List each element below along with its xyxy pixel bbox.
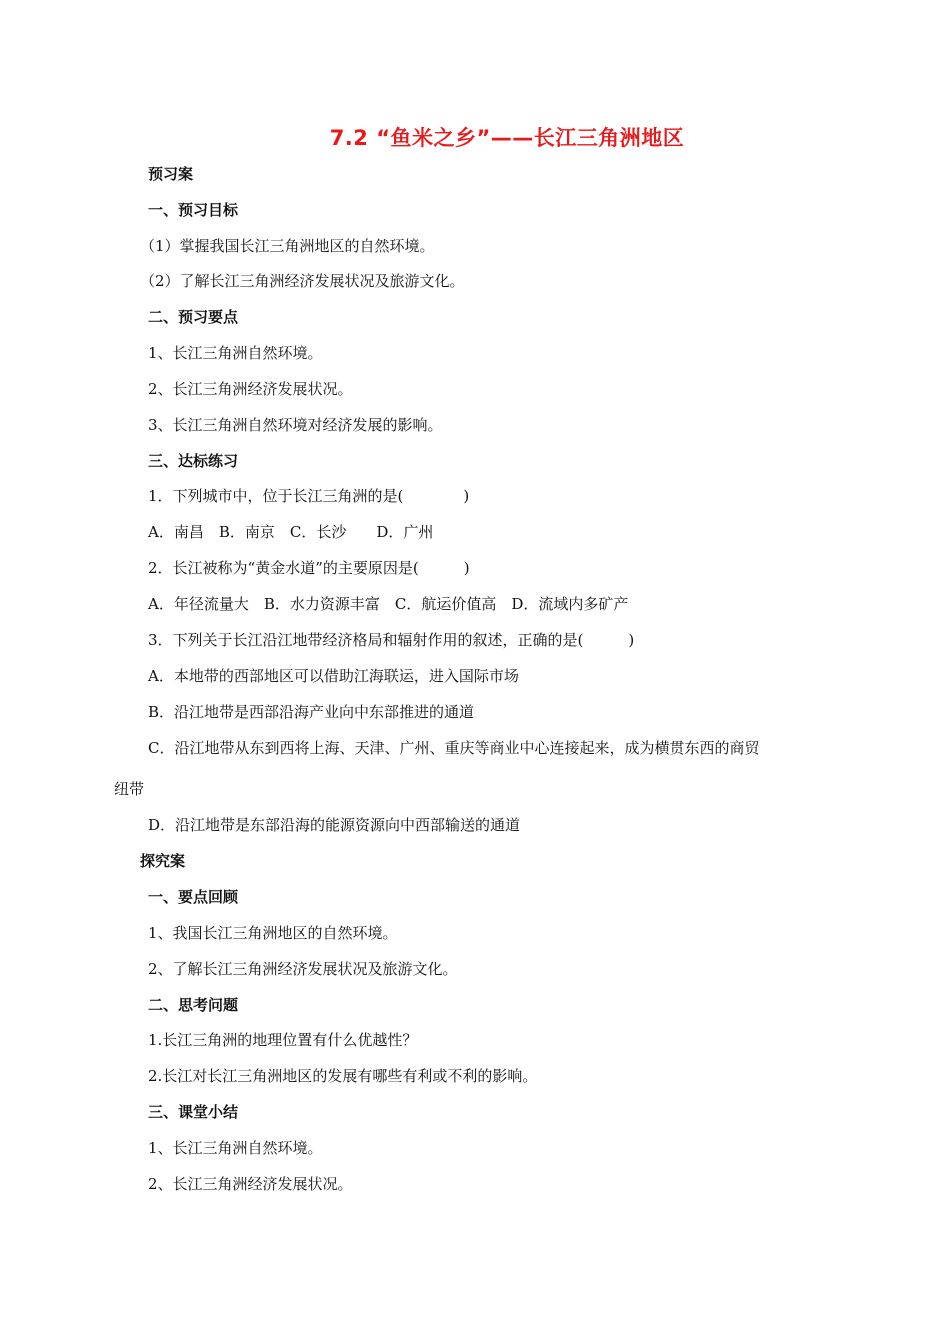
- question-1-stem: 1．下列城市中，位于长江三角洲的是( ): [148, 487, 470, 505]
- key-points-heading: 二、预习要点: [148, 308, 239, 326]
- question-2-options: A．年径流量大 B．水力资源丰富 C．航运价值高 D．流域内多矿产: [148, 595, 629, 613]
- thinking-question: 2.长江对长江三角洲地区的发展有哪些有利或不利的影响。: [148, 1067, 538, 1085]
- key-point-item: 1、长江三角洲自然环境。: [148, 344, 323, 362]
- review-item: 2、了解长江三角洲经济发展状况及旅游文化。: [148, 960, 458, 978]
- summary-item: 1、长江三角洲自然环境。: [148, 1139, 323, 1157]
- goal-item: （2）了解长江三角洲经济发展状况及旅游文化。: [140, 272, 465, 290]
- questions-heading: 二、思考问题: [148, 996, 239, 1014]
- review-heading: 一、要点回顾: [148, 888, 239, 906]
- exercises-heading: 三、达标练习: [148, 452, 239, 470]
- thinking-question: 1.长江三角洲的地理位置有什么优越性？: [148, 1031, 418, 1049]
- key-point-item: 3、长江三角洲自然环境对经济发展的影响。: [148, 416, 443, 434]
- summary-item: 2、长江三角洲经济发展状况。: [148, 1175, 353, 1193]
- question-2-stem: 2．长江被称为“黄金水道”的主要原因是( ): [148, 559, 470, 577]
- document-title: 7.2 “鱼米之乡”——长江三角洲地区: [329, 126, 685, 150]
- question-3-option-a: A．本地带的西部地区可以借助江海联运，进入国际市场: [148, 667, 519, 685]
- question-3-option-b: B．沿江地带是西部沿海产业向中东部推进的通道: [148, 703, 475, 721]
- summary-heading: 三、课堂小结: [148, 1103, 239, 1121]
- goals-heading: 一、预习目标: [148, 201, 239, 219]
- key-point-item: 2、长江三角洲经济发展状况。: [148, 380, 353, 398]
- question-1-options: A．南昌 B．南京 C．长沙 D．广州: [148, 523, 434, 541]
- question-3-option-c: C．沿江地带从东到西将上海、天津、广州、重庆等商业中心连接起来，成为横贯东西的商贸: [148, 739, 760, 757]
- review-item: 1、我国长江三角洲地区的自然环境。: [148, 924, 398, 942]
- goal-item: （1）掌握我国长江三角洲地区的自然环境。: [140, 237, 435, 255]
- question-3-option-c-continued: 纽带: [114, 780, 145, 798]
- question-3-stem: 3．下列关于长江沿江地带经济格局和辐射作用的叙述，正确的是( ): [148, 631, 635, 649]
- explore-heading: 探究案: [140, 852, 186, 870]
- preview-heading: 预习案: [148, 165, 194, 183]
- question-3-option-d: D．沿江地带是东部沿海的能源资源向中西部输送的通道: [148, 816, 521, 834]
